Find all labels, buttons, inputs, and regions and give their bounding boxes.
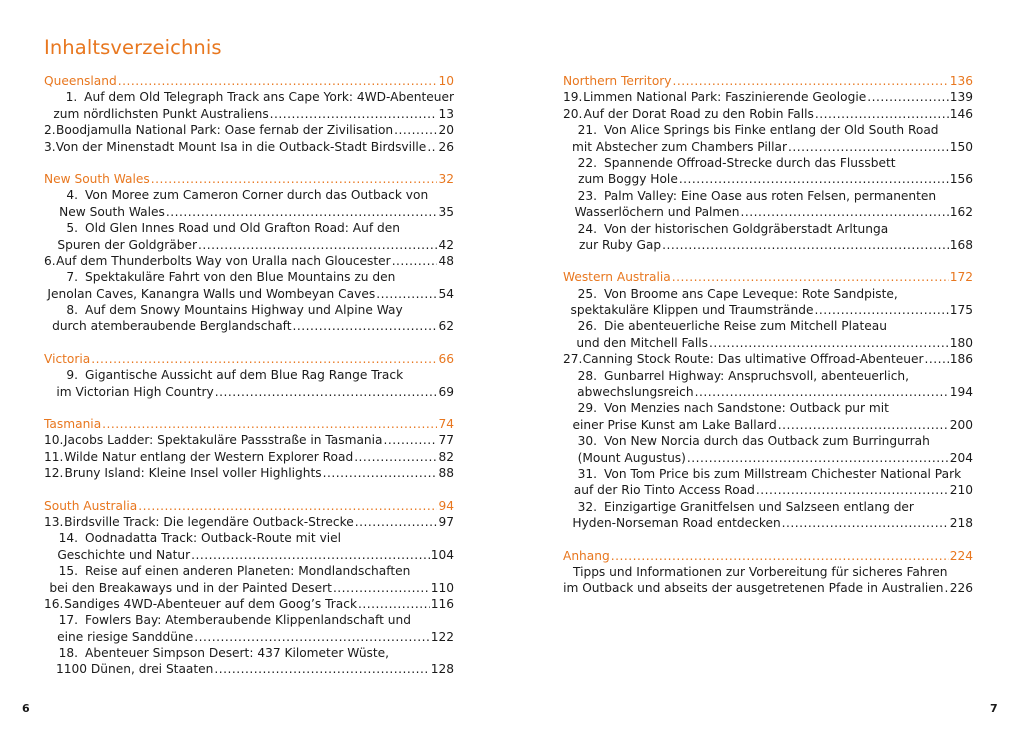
entry-line — [44, 367, 454, 383]
entry-line — [563, 171, 973, 187]
toc-entry[interactable] — [44, 187, 454, 220]
leader-dots — [198, 237, 437, 253]
leader-dots — [394, 122, 437, 138]
leader-dots — [925, 351, 949, 367]
toc-left-column — [44, 73, 454, 694]
entry-line — [563, 155, 973, 171]
entry-page-number: 128 — [430, 662, 454, 677]
entry-title-text: Von New Norcia durch das Outback zum Burringurrah — [604, 434, 930, 449]
entry-title-text: Jacobs Ladder: Spektakuläre Passstraße in Tasmania — [63, 433, 383, 448]
entry-page-number: 156 — [949, 172, 973, 187]
entry-line — [563, 466, 973, 482]
entry-title-text: Von Alice Springs bis Finke entlang der Old South Road — [604, 123, 939, 138]
toc-entry[interactable] — [563, 155, 973, 188]
entry-title-text: Von der Minenstadt Mount Isa in die Outback-Stadt Birdsville — [55, 139, 427, 154]
leader-dots — [91, 351, 437, 367]
section-name: New South Wales — [44, 171, 150, 186]
toc-entry[interactable] — [563, 188, 973, 221]
entry-line — [563, 450, 973, 466]
leader-dots — [815, 106, 949, 122]
entry-line — [563, 188, 973, 204]
entry-number: 8. — [66, 303, 78, 318]
section-page-number: 224 — [949, 548, 973, 563]
section-name: Queensland — [44, 73, 117, 88]
entry-line — [44, 286, 454, 302]
entry-line — [44, 269, 454, 285]
entry-line — [563, 482, 973, 498]
entry-line — [44, 563, 454, 579]
entry-line — [44, 547, 454, 563]
toc-entry[interactable] — [44, 367, 454, 400]
entry-title-text: 1100 Dünen, drei Staaten — [56, 662, 214, 677]
toc-entry[interactable] — [44, 465, 454, 481]
leader-dots — [166, 204, 438, 220]
entry-number: 9. — [66, 368, 78, 383]
entry-number: 11. — [44, 449, 64, 464]
section-name: Victoria — [44, 351, 91, 366]
toc-right-column — [563, 73, 973, 613]
entry-line — [44, 204, 454, 220]
toc-entry[interactable] — [44, 612, 454, 645]
entry-page-number: 218 — [949, 516, 973, 531]
leader-dots — [355, 514, 438, 530]
entry-number: 24. — [577, 221, 597, 236]
entry-title-text: Die abenteuerliche Reise zum Mitchell Plateau — [604, 319, 887, 334]
entry-number: 13. — [44, 514, 64, 529]
leader-dots — [814, 302, 948, 318]
entry-title-text: durch atemberaubende Berglandschaft — [52, 319, 292, 334]
toc-entry[interactable] — [44, 596, 454, 612]
section-name: South Australia — [44, 498, 138, 513]
section-heading-link[interactable] — [44, 351, 454, 367]
toc-section — [44, 73, 454, 155]
entry-page-number: 150 — [949, 139, 973, 154]
entry-line — [563, 237, 973, 253]
entry-title-text: New South Wales — [59, 204, 165, 219]
leader-dots — [662, 237, 949, 253]
leader-dots — [333, 580, 430, 596]
entry-line — [563, 89, 973, 105]
leader-dots — [215, 384, 438, 400]
toc-entry[interactable] — [563, 499, 973, 532]
entry-number: 7. — [66, 270, 78, 285]
entry-title-text: mit Abstecher zum Chambers Pillar — [571, 139, 788, 154]
section-page-number: 136 — [949, 73, 973, 88]
section-heading-link[interactable] — [44, 498, 454, 514]
leader-dots — [102, 416, 437, 432]
leader-dots — [138, 498, 437, 514]
entry-page-number: 35 — [438, 204, 454, 219]
leader-dots — [778, 417, 949, 433]
toc-entry[interactable] — [563, 400, 973, 433]
entry-number: 18. — [58, 646, 78, 661]
entry-page-number: 26 — [438, 139, 454, 154]
section-heading-link[interactable] — [563, 548, 973, 564]
section-heading-link[interactable] — [44, 73, 454, 89]
entry-page-number: 204 — [949, 450, 973, 465]
toc-entry[interactable] — [563, 368, 973, 401]
entry-title-text: abwechslungsreich — [577, 385, 694, 400]
entry-number: 22. — [577, 155, 597, 170]
toc-entry[interactable] — [563, 466, 973, 499]
entry-title-text: Gunbarrel Highway: Anspruchsvoll, abenteuerlich, — [604, 368, 910, 383]
entry-title-text: zur Ruby Gap — [578, 237, 662, 252]
leader-dots — [687, 450, 949, 466]
section-heading-link[interactable] — [563, 269, 973, 285]
entry-title-text: Spannende Offroad-Strecke durch das Flussbett — [604, 155, 896, 170]
entry-line — [563, 368, 973, 384]
entry-page-number: 97 — [438, 514, 454, 529]
leader-dots — [672, 269, 949, 285]
entry-line — [44, 89, 454, 105]
entry-page-number: 20 — [438, 123, 454, 138]
entry-number: 16. — [44, 596, 64, 611]
entry-number: 28. — [577, 368, 597, 383]
entry-title-text: Jenolan Caves, Kanangra Walls und Wombeyan Caves — [47, 286, 376, 301]
entry-page-number: 88 — [438, 466, 454, 481]
toc-entry[interactable] — [44, 122, 454, 138]
toc-entry[interactable] — [44, 89, 454, 122]
entry-number: 15. — [58, 564, 78, 579]
leader-dots — [384, 432, 438, 448]
entry-page-number: 104 — [430, 547, 454, 562]
entry-title-text: Hyden-Norseman Road entdecken — [572, 516, 781, 531]
entry-line — [44, 237, 454, 253]
toc-entry[interactable] — [44, 514, 454, 530]
entry-line — [563, 318, 973, 334]
entry-title-text: Auf dem Snowy Mountains Highway und Alpine Way — [85, 303, 403, 318]
toc-entry[interactable] — [563, 122, 973, 155]
entry-page-number: 116 — [430, 596, 454, 611]
section-name: Anhang — [563, 548, 610, 563]
toc-entry[interactable] — [44, 302, 454, 335]
entry-line — [563, 564, 973, 580]
entry-number: 27. — [563, 352, 583, 367]
entry-line — [44, 449, 454, 465]
section-name: Western Australia — [563, 270, 671, 285]
section-heading-link[interactable] — [563, 73, 973, 89]
entry-line — [44, 662, 454, 678]
entry-line — [44, 318, 454, 334]
section-name: Tasmania — [44, 417, 102, 432]
entry-number: 1. — [65, 90, 78, 105]
toc-section — [44, 498, 454, 678]
entry-title-text: Von Tom Price bis zum Millstream Chichester National Park — [604, 466, 962, 481]
entry-title-text: einer Prise Kunst am Lake Ballard — [572, 417, 777, 432]
leader-dots — [214, 661, 429, 677]
entry-line — [44, 530, 454, 546]
entry-number: 2. — [44, 123, 56, 138]
entry-title-text: Von Moree zum Cameron Corner durch das Outback von — [85, 188, 429, 203]
entry-line — [563, 122, 973, 138]
entry-title-text: Fowlers Bay: Atemberaubende Klippenlandschaft und — [85, 613, 411, 628]
entry-number: 25. — [577, 286, 597, 301]
leader-dots — [782, 515, 949, 531]
entry-page-number: 200 — [949, 417, 973, 432]
toc-entry[interactable] — [44, 220, 454, 253]
toc-section — [563, 73, 973, 253]
entry-line — [44, 596, 454, 612]
toc-section — [563, 548, 973, 597]
entry-number: 21. — [577, 123, 597, 138]
entry-number: 10. — [44, 433, 64, 448]
entry-number: 23. — [577, 188, 597, 203]
entry-title-text: Limmen National Park: Faszinierende Geologie — [583, 90, 867, 105]
toc-entry[interactable] — [44, 530, 454, 563]
entry-line — [44, 645, 454, 661]
entry-title-text: Auf der Dorat Road zu den Robin Falls — [583, 106, 814, 121]
entry-title-text: Geschichte und Natur — [57, 547, 191, 562]
entry-page-number: 180 — [949, 335, 973, 350]
entry-line — [563, 417, 973, 433]
entry-line — [563, 204, 973, 220]
entry-line — [563, 221, 973, 237]
entry-number: 31. — [577, 466, 597, 481]
entry-page-number: 210 — [949, 483, 973, 498]
leader-dots — [194, 629, 430, 645]
leader-dots — [354, 449, 437, 465]
page-title: Inhaltsverzeichnis — [44, 36, 222, 59]
leader-dots — [293, 318, 438, 334]
entry-line — [563, 106, 973, 122]
entry-title-text: zum Boggy Hole — [578, 172, 678, 187]
entry-line — [563, 580, 973, 596]
entry-line — [563, 384, 973, 400]
entry-number: 5. — [66, 221, 78, 236]
entry-title-text: Auf dem Old Telegraph Track ans Cape York: 4WD-Abenteuer — [84, 90, 454, 105]
entry-title-text: und den Mitchell Falls — [576, 335, 708, 350]
leader-dots — [392, 253, 438, 269]
entry-page-number: 186 — [949, 352, 973, 367]
toc-section — [563, 269, 973, 531]
entry-line — [44, 580, 454, 596]
toc-entry[interactable] — [563, 89, 973, 105]
entry-number: 12. — [44, 466, 64, 481]
entry-title-text: Von Broome ans Cape Leveque: Rote Sandpiste, — [604, 286, 898, 301]
entry-title-text: Canning Stock Route: Das ultimative Offroad-Abenteuer — [582, 352, 924, 367]
entry-line — [563, 335, 973, 351]
entry-line — [563, 499, 973, 515]
entry-title-text: Boodjamulla National Park: Oase fernab der Zivilisation — [56, 123, 394, 138]
section-page-number: 66 — [438, 351, 454, 366]
section-heading-link[interactable] — [44, 416, 454, 432]
entry-title-text: Spektakuläre Fahrt von den Blue Mountains zu den — [85, 270, 396, 285]
entry-title-text: zum nördlichsten Punkt Australiens — [53, 106, 269, 121]
section-page-number: 10 — [438, 73, 454, 88]
toc-entry[interactable] — [44, 269, 454, 302]
toc-entry[interactable] — [44, 139, 454, 155]
entry-line — [44, 106, 454, 122]
entry-number: 17. — [58, 613, 78, 628]
entry-number: 20. — [563, 106, 583, 121]
section-page-number: 94 — [438, 498, 454, 513]
toc-entry[interactable] — [563, 221, 973, 254]
leader-dots — [679, 171, 949, 187]
leader-dots — [673, 73, 949, 89]
entry-page-number: 13 — [438, 106, 454, 121]
entry-number: 30. — [577, 434, 597, 449]
page-number-left: 6 — [22, 702, 30, 715]
leader-dots — [945, 580, 949, 596]
entry-number: 14. — [58, 531, 78, 546]
entry-title-text: Abenteuer Simpson Desert: 437 Kilometer Wüste, — [85, 646, 390, 661]
toc-entry[interactable] — [563, 106, 973, 122]
entry-page-number: 54 — [438, 286, 454, 301]
entry-line — [563, 302, 973, 318]
toc-entry[interactable] — [563, 351, 973, 367]
entry-line — [563, 351, 973, 367]
toc-section — [44, 416, 454, 482]
entry-page-number: 77 — [438, 433, 454, 448]
entry-page-number: 62 — [438, 319, 454, 334]
entry-title-text: Wilde Natur entlang der Western Explorer Road — [64, 449, 354, 464]
leader-dots — [376, 286, 437, 302]
leader-dots — [358, 596, 430, 612]
entry-line — [563, 515, 973, 531]
entry-title-text: Oodnadatta Track: Outback-Route mit viel — [85, 531, 342, 546]
entry-line — [44, 514, 454, 530]
entry-line — [44, 612, 454, 628]
leader-dots — [867, 89, 949, 105]
entry-line — [44, 432, 454, 448]
entry-title-text: eine riesige Sanddüne — [57, 629, 194, 644]
entry-line — [563, 286, 973, 302]
toc-entry[interactable] — [563, 318, 973, 351]
section-page-number: 172 — [949, 270, 973, 285]
entry-line — [44, 139, 454, 155]
entry-number: 6. — [44, 253, 56, 268]
appendix-entry[interactable] — [563, 564, 973, 597]
page-number-right: 7 — [990, 702, 998, 715]
leader-dots — [741, 204, 949, 220]
entry-title-text: Bruny Island: Kleine Insel voller Highlights — [64, 466, 322, 481]
entry-line — [44, 629, 454, 645]
leader-dots — [323, 465, 438, 481]
entry-title-text: Von der historischen Goldgräberstadt Arltunga — [604, 221, 889, 236]
appendix-text: Tipps und Informationen zur Vorbereitung für sicheres Fahren — [573, 564, 948, 579]
entry-line — [563, 433, 973, 449]
entry-page-number: 122 — [430, 629, 454, 644]
entry-title-text: bei den Breakaways und in der Painted Desert — [49, 580, 332, 595]
entry-number: 29. — [577, 401, 597, 416]
toc-entry[interactable] — [44, 645, 454, 678]
entry-page-number: 146 — [949, 106, 973, 121]
entry-title-text: spektakuläre Klippen und Traumstrände — [570, 303, 814, 318]
entry-line — [44, 220, 454, 236]
entry-line — [44, 187, 454, 203]
toc-entry[interactable] — [44, 563, 454, 596]
section-page-number: 32 — [438, 171, 454, 186]
entry-title-text: im Victorian High Country — [56, 384, 214, 399]
entry-page-number: 175 — [949, 303, 973, 318]
entry-page-number: 42 — [438, 237, 454, 252]
leader-dots — [118, 73, 438, 89]
entry-title-text: Spuren der Goldgräber — [57, 237, 197, 252]
entry-page-number: 110 — [430, 580, 454, 595]
leader-dots — [191, 547, 430, 563]
entry-number: 3. — [44, 139, 56, 154]
section-name: Northern Territory — [563, 73, 672, 88]
entry-title-text: auf der Rio Tinto Access Road — [573, 483, 755, 498]
entry-title-text: Reise auf einen anderen Planeten: Mondlandschaften — [85, 564, 411, 579]
entry-page-number: 82 — [438, 449, 454, 464]
entry-page-number: 139 — [949, 90, 973, 105]
toc-entry[interactable] — [563, 433, 973, 466]
entry-page-number: 168 — [949, 237, 973, 252]
leader-dots — [427, 139, 437, 155]
leader-dots — [270, 106, 438, 122]
entry-line — [44, 384, 454, 400]
entry-number: 26. — [577, 319, 597, 334]
appendix-page-number: 226 — [949, 581, 973, 596]
entry-number: 32. — [577, 499, 597, 514]
entry-title-text: Sandiges 4WD-Abenteuer auf dem Goog’s Track — [64, 596, 358, 611]
toc-section — [44, 171, 454, 335]
entry-page-number: 48 — [438, 253, 454, 268]
entry-title-text: Old Glen Innes Road und Old Grafton Road: Auf den — [85, 221, 400, 236]
entry-title-text: Einzigartige Granitfelsen und Salzseen entlang der — [604, 499, 914, 514]
entry-page-number: 194 — [949, 385, 973, 400]
appendix-text: im Outback und abseits der ausgetretenen Pfade in Australien — [563, 581, 944, 596]
leader-dots — [695, 384, 949, 400]
entry-title-text: Gigantische Aussicht auf dem Blue Rag Range Track — [85, 368, 404, 383]
toc-entry[interactable] — [563, 286, 973, 319]
entry-number: 19. — [563, 90, 583, 105]
entry-line — [44, 253, 454, 269]
toc-section — [44, 351, 454, 400]
leader-dots — [788, 139, 949, 155]
entry-line — [563, 139, 973, 155]
leader-dots — [611, 548, 949, 564]
section-page-number: 74 — [438, 417, 454, 432]
entry-line — [44, 302, 454, 318]
leader-dots — [151, 171, 438, 187]
toc-entry[interactable] — [44, 432, 454, 448]
entry-title-text: Birdsville Track: Die legendäre Outback-Strecke — [64, 514, 354, 529]
toc-entry[interactable] — [44, 253, 454, 269]
entry-line — [44, 122, 454, 138]
leader-dots — [709, 335, 949, 351]
toc-entry[interactable] — [44, 449, 454, 465]
entry-line — [563, 400, 973, 416]
entry-number: 4. — [66, 188, 78, 203]
entry-line — [44, 465, 454, 481]
entry-title-text: Auf dem Thunderbolts Way von Uralla nach Gloucester — [56, 253, 391, 268]
entry-title-text: (Mount Augustus) — [577, 450, 686, 465]
entry-page-number: 69 — [438, 384, 454, 399]
section-heading-link[interactable] — [44, 171, 454, 187]
leader-dots — [756, 482, 949, 498]
entry-title-text: Von Menzies nach Sandstone: Outback pur mit — [604, 401, 889, 416]
entry-title-text: Wasserlöchern und Palmen — [574, 205, 740, 220]
entry-page-number: 162 — [949, 205, 973, 220]
entry-title-text: Palm Valley: Eine Oase aus roten Felsen, permanenten — [604, 188, 937, 203]
